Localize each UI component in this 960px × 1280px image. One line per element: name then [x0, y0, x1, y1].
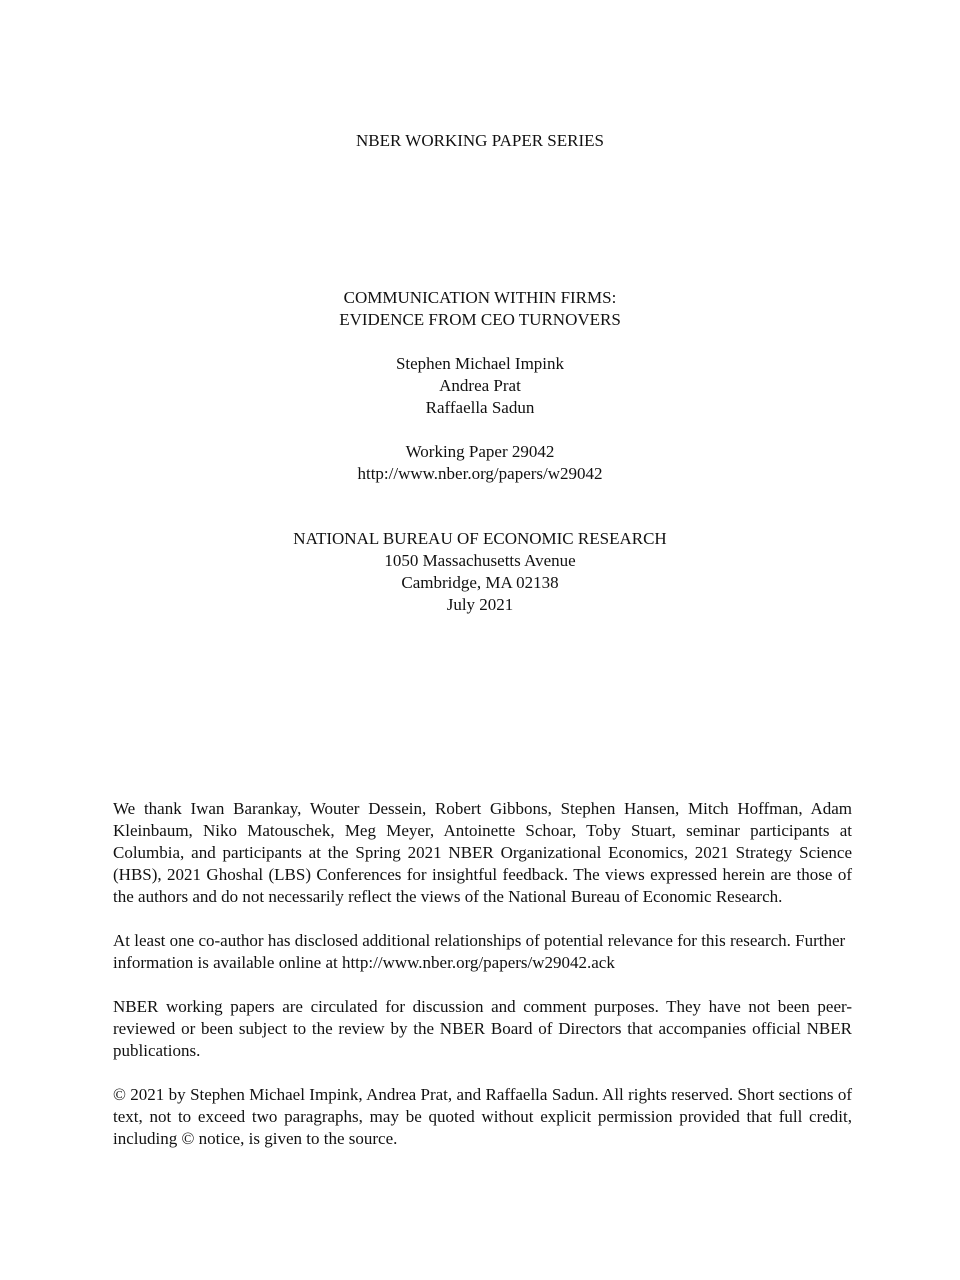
- circulation-paragraph: NBER working papers are circulated for discussion and comment purposes. They have not been peer-reviewed or been subject to the review by the NBER Board of Directors that accompanies official NBER publications.: [113, 997, 852, 1060]
- institution-block: [0, 528, 960, 616]
- publication-date: July 2021: [446, 595, 514, 614]
- acknowledgments-paragraph: We thank Iwan Barankay, Wouter Dessein, Robert Gibbons, Stephen Hansen, Mitch Hoffman, Adam Kleinbaum, Niko Matouschek, Meg Meyer, Antoinette Schoar, Toby Stuart, seminar participants at Columbia, and participants at the Spring 2021 NBER Organizational Economics, 2021 Strategy Science (HBS), 2021 Ghoshal (LBS) Conferences for insightful feedback. The views expressed herein are those of the authors and do not necessarily reflect the views of the National Bureau of Economic Research.: [113, 799, 852, 906]
- disclosure-paragraph: At least one co-author has disclosed additional relationships of potential relevance for this research. Further information is available online at http://www.nber.org/papers/w29042.ack: [113, 931, 846, 972]
- working-paper-info: [0, 441, 960, 485]
- author-list: [0, 353, 960, 419]
- front-matter-notes: [113, 798, 852, 1172]
- title-line-1: COMMUNICATION WITHIN FIRMS:: [343, 288, 617, 307]
- working-paper-url[interactable]: http://www.nber.org/papers/w29042: [357, 464, 603, 483]
- title-line-2: EVIDENCE FROM CEO TURNOVERS: [339, 310, 621, 329]
- author-name: Stephen Michael Impink: [395, 354, 565, 373]
- institution-street: 1050 Massachusetts Avenue: [384, 551, 576, 570]
- copyright-paragraph: © 2021 by Stephen Michael Impink, Andrea Prat, and Raffaella Sadun. All rights reserved. Short sections of text, not to exceed two paragraphs, may be quoted without explicit permission provided that full credit, including © notice, is given to the source.: [113, 1085, 852, 1148]
- paper-title: [0, 287, 960, 331]
- institution-city: Cambridge, MA 02138: [401, 573, 559, 592]
- series-title: NBER WORKING PAPER SERIES: [356, 131, 604, 150]
- working-paper-number: Working Paper 29042: [405, 442, 555, 461]
- author-name: Raffaella Sadun: [425, 398, 535, 417]
- author-name: Andrea Prat: [439, 376, 521, 395]
- institution-name: NATIONAL BUREAU OF ECONOMIC RESEARCH: [293, 529, 667, 548]
- series-header: [0, 130, 960, 152]
